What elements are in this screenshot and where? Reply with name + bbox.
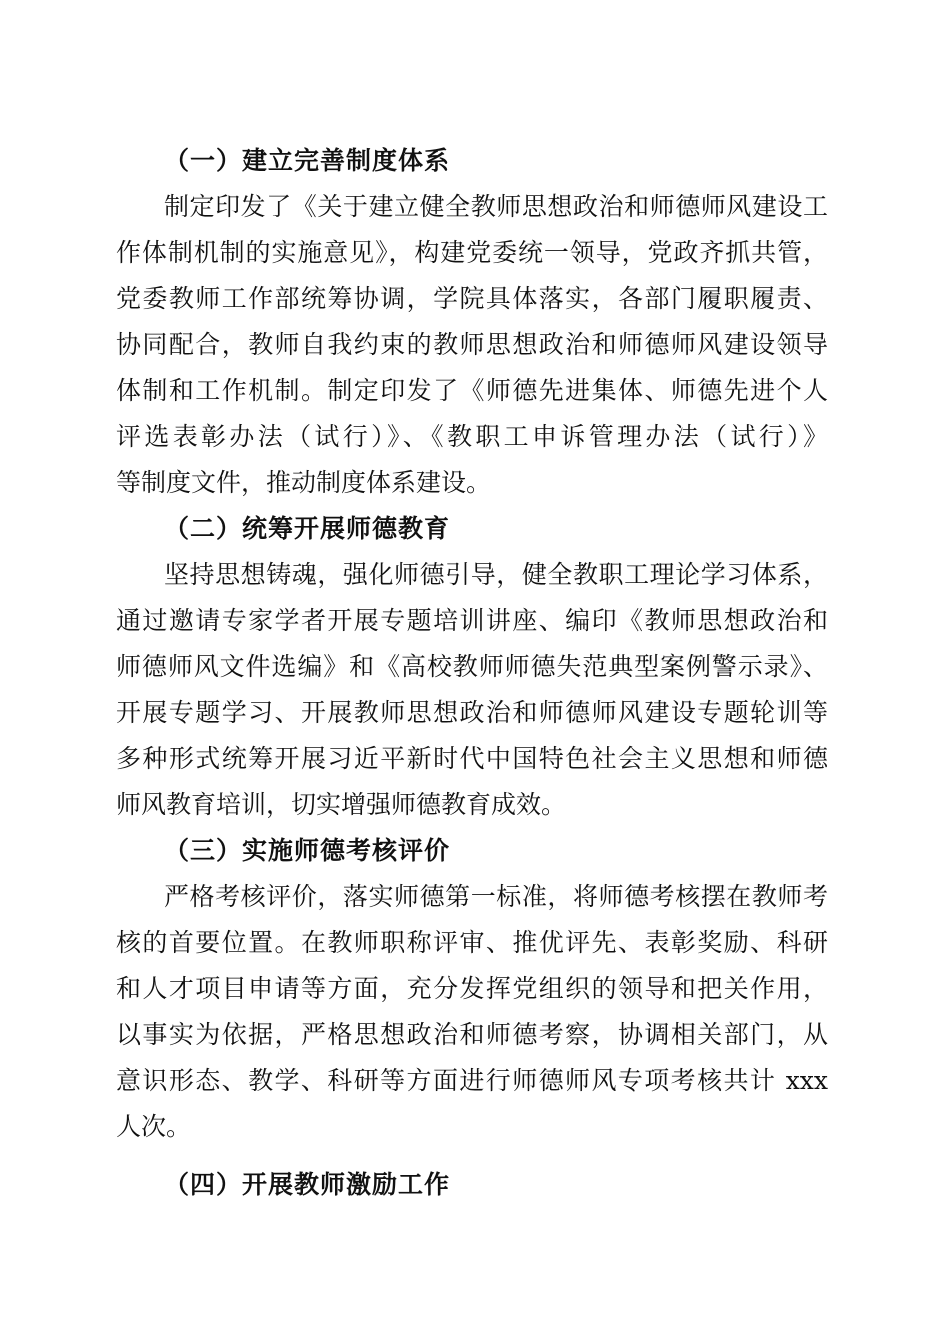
section-heading-3: （三）实施师德考核评价 — [164, 836, 451, 865]
paragraph-line: 等制度文件，推动制度体系建设。 — [116, 468, 492, 497]
paragraph-line: 体制和工作机制。制定印发了《师德先进集体、师德先进个人 — [116, 376, 828, 405]
paragraph-line: 制定印发了《关于建立健全教师思想政治和师德师风建设工 — [164, 192, 828, 221]
paragraph-line: 严格考核评价，落实师德第一标准，将师德考核摆在教师考 — [164, 882, 828, 911]
paragraph-line: 作体制机制的实施意见》，构建党委统一领导，党政齐抓共管， — [116, 238, 828, 267]
paragraph-line: 党委教师工作部统筹协调，学院具体落实，各部门履职履责、 — [116, 284, 828, 313]
document-body — [116, 138, 828, 1208]
spacer — [116, 1150, 828, 1162]
paragraph-line: 师风教育培训，切实增强师德教育成效。 — [116, 790, 567, 819]
paragraph-line: 多种形式统筹开展习近平新时代中国特色社会主义思想和师德 — [116, 744, 828, 773]
paragraph-line: 以事实为依据，严格思想政治和师德考察，协调相关部门，从 — [116, 1020, 828, 1049]
paragraph-line: 师德师风文件选编》和《高校教师师德失范典型案例警示录》、 — [116, 652, 828, 681]
section-heading-1: （一）建立完善制度体系 — [164, 146, 451, 175]
section-heading-2: （二）统筹开展师德教育 — [164, 514, 451, 543]
section-heading-4: （四）开展教师激励工作 — [164, 1170, 451, 1199]
paragraph-line: 和人才项目申请等方面，充分发挥党组织的领导和把关作用， — [116, 974, 828, 1003]
paragraph-line: 坚持思想铸魂，强化师德引导，健全教职工理论学习体系， — [164, 560, 828, 589]
paragraph-line: 评选表彰办法（试行）》、《教职工申诉管理办法（试行）》 — [116, 422, 828, 451]
paragraph-line: 核的首要位置。在教师职称评审、推优评先、表彰奖励、科研 — [116, 928, 828, 957]
paragraph-line: 协同配合，教师自我约束的教师思想政治和师德师风建设领导 — [116, 330, 828, 359]
paragraph-line: 开展专题学习、开展教师思想政治和师德师风建设专题轮训等 — [116, 698, 828, 727]
paragraph-line: 通过邀请专家学者开展专题培训讲座、编印《教师思想政治和 — [116, 606, 828, 635]
paragraph-line: 人次。 — [116, 1112, 192, 1141]
paragraph-line: 意识形态、教学、科研等方面进行师德师风专项考核共计 xxx — [116, 1066, 828, 1095]
